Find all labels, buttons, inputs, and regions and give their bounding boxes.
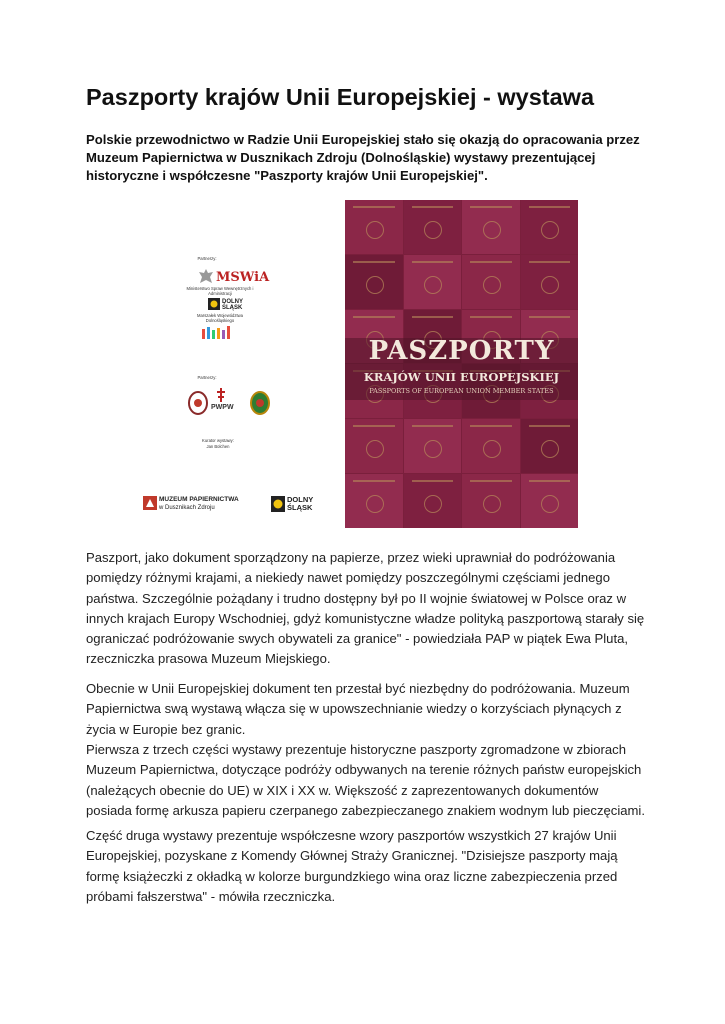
cover-subtitle-english: PASSPORTS OF EUROPEAN UNION MEMBER STATES [369, 387, 554, 395]
partner-figures-logo-icon [201, 325, 237, 343]
poster-partners-panel [135, 200, 340, 528]
dolny-slask-small-logo: DOLNY ŚLĄSK [222, 299, 243, 311]
mswia-logo: MSWiA [216, 270, 270, 285]
dolny-slask-big-emblem-icon [271, 496, 285, 512]
cover-subtitle: KRAJÓW UNII EUROPEJSKIEJ [363, 370, 560, 384]
article-title: Paszporty krajów Unii Europejskiej - wystawa [86, 84, 595, 110]
pwpw-emblem-icon [215, 388, 227, 402]
marszalek-caption: Marszałek Województwa Dolnośląskiego [196, 313, 243, 323]
article-paragraph-2: Obecnie w Unii Europejskiej dokument ten przestał być niezbędny do podróżowania. Muzeum Papiernictwa swą wystawą włącza się w upowszechnianie wiedzy o korzyściach płynących z życia w Europie bez granic. [86, 681, 630, 737]
museum-logo-icon [143, 496, 157, 510]
cover-title: PASZPORTY [368, 336, 555, 366]
poster-cover-image [345, 200, 578, 528]
curator-name: Jan Bolchen [206, 444, 230, 449]
mswia-caption: Ministerstwo Spraw Wewnętrznych i Administracji [186, 286, 254, 296]
article-paragraph-4: Część druga wystawy prezentuje współczesne wzory paszportów wszystkich 27 krajów Unii Europejskiej, pozyskane z Komendy Głównej Straży Granicznej. "Dzisiejsze paszporty mają formę książeczki z okładką w kolorze burgundzkiego wina oraz liczne zabezpieczenia przed próbami fałszerstwa" - mówiła rzeczniczka. [86, 828, 618, 904]
curator-label: Kurator wystawy: [202, 438, 234, 443]
partners-label: Partnerzy: [197, 256, 217, 261]
dolny-slask-small-emblem-icon [208, 298, 220, 310]
dolny-slask-big-logo: DOLNY ŚLĄSK [287, 495, 314, 512]
police-emblem-icon [187, 390, 209, 416]
article-paragraph-3: Pierwsza z trzech części wystawy prezentuje historyczne paszporty zgromadzone w zbiorach Muzeum Papiernictwa, dotyczące podróży odbywanych na terenie różnych państw europejskich (należących obecnie do UE) w XIX i XX w. Większość z zaprezentowanych dokumentów posiada formę arkusza papieru czerpanego zabezpieczanego znakiem wodnym lub pieczęciami. [86, 742, 645, 818]
article-lead: Polskie przewodnictwo w Radzie Unii Europejskiej stało się okazją do opracowania przez Muzeum Papiernictwa w Dusznikach Zdroju (Dolnośląskie) wystawy prezentującej historyczne i współczesne "Paszporty krajów Unii Europejskiej". [86, 132, 640, 183]
border-guard-emblem-icon [249, 390, 271, 416]
eagle-emblem-icon [198, 268, 214, 286]
partners2-label: Partnerzy: [197, 375, 217, 380]
article-paragraph-1: Paszport, jako dokument sporządzony na papierze, przez wieki uprawniał do podróżowania pomiędzy różnymi krajami, a niekiedy nawet pomiędzy poszczególnymi częściami jednego państwa. Szczególnie pożądany i trudno dostępny był po II wojnie światowej w Polsce oraz w innych krajach Europy Wschodniej, gdyż komunistyczne władze polityką paszportową starały się ograniczać podróżowanie swych obywateli za granice" - powiedziała PAP w piątek Ewa Pluta, rzeczniczka prasowa Muzeum Miejskiego. [86, 550, 645, 667]
museum-city: w Dusznikach Zdroju [159, 505, 215, 511]
museum-name: MUZEUM PAPIERNICTWA [159, 496, 239, 503]
pwpw-logo: PWPW [211, 404, 234, 411]
